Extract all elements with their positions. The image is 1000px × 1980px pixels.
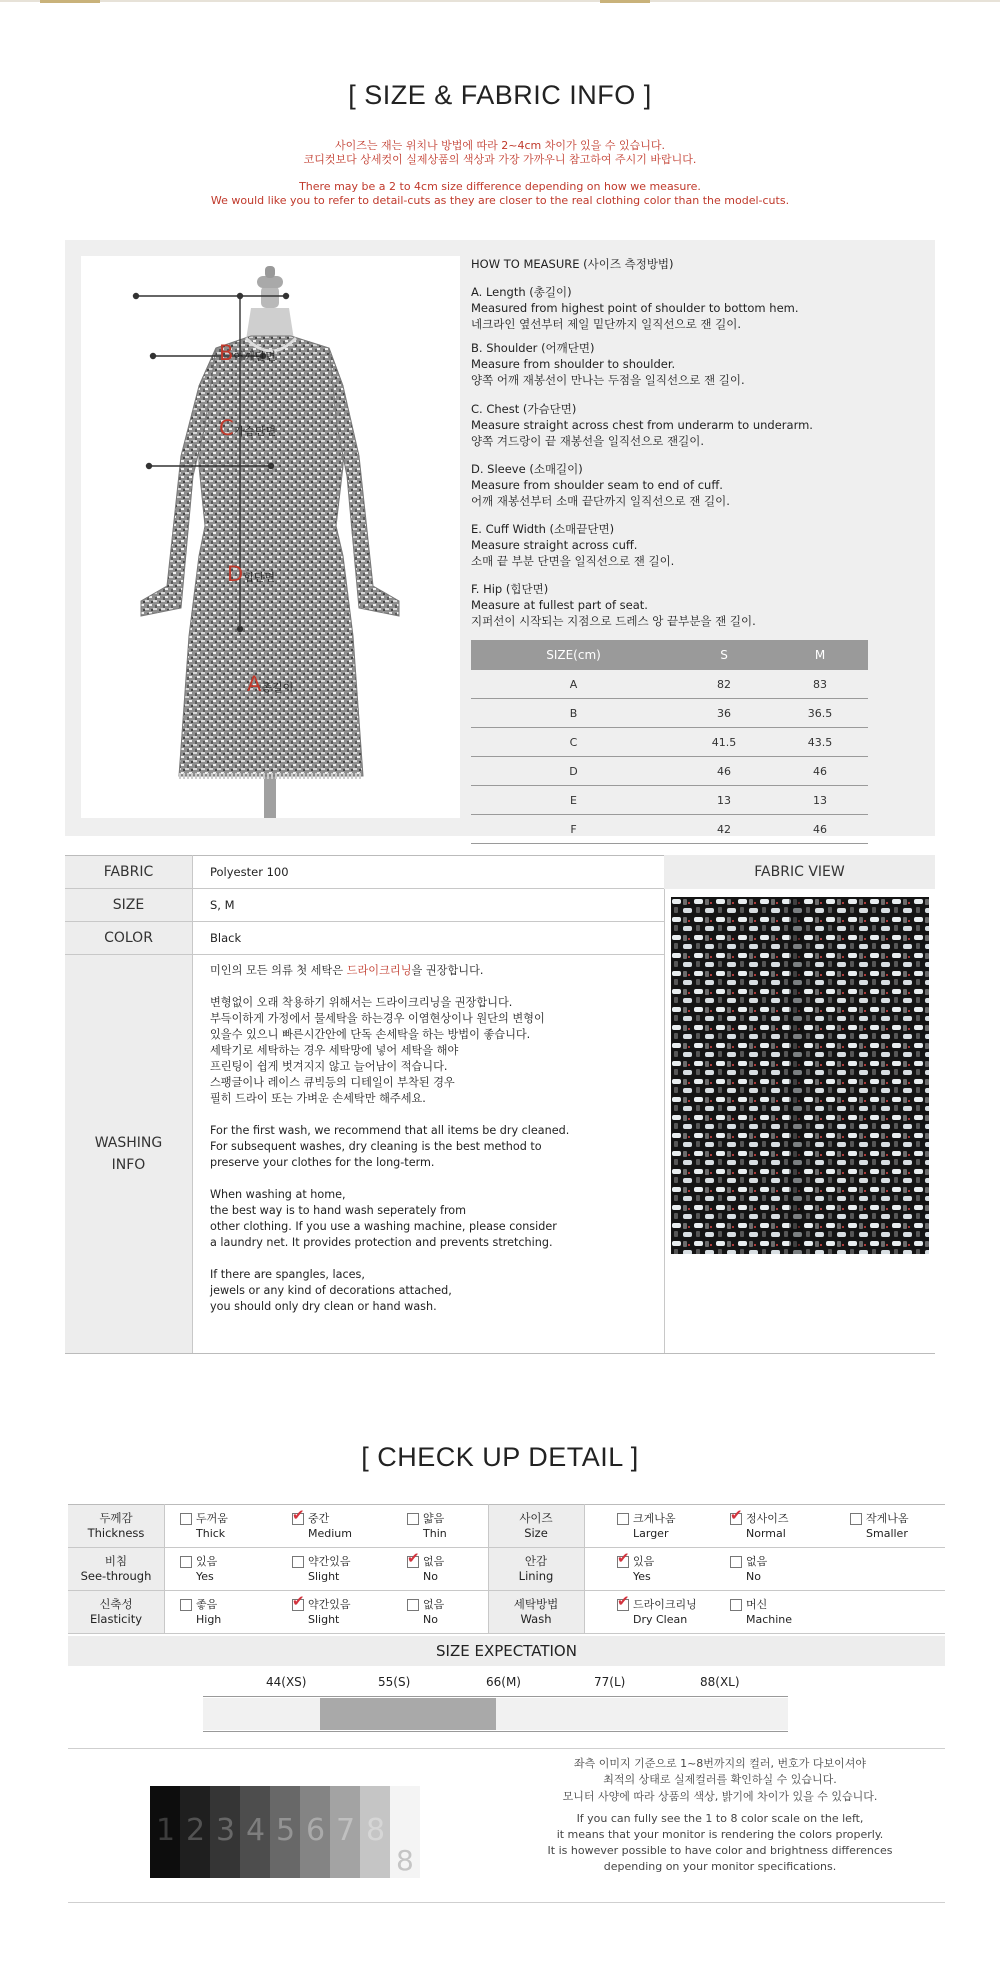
diagram-label-b: B어깨단면 [219, 341, 276, 365]
table-cell: F [471, 815, 676, 844]
diagram-label-d: D힙단면 [227, 562, 276, 586]
option-see-through-yes[interactable]: 있음 Yes [196, 1554, 217, 1584]
fabric-view-label: FABRIC VIEW [664, 855, 935, 889]
lining-label: 안감 Lining [488, 1548, 584, 1590]
size-expectation-range [320, 1698, 496, 1730]
option-dry-clean[interactable]: ✔ 드라이크리닝 Dry Clean [617, 1592, 697, 1626]
option-larger[interactable]: 크게나옴 Larger [633, 1511, 676, 1541]
size-table-header: M [772, 640, 868, 670]
option-lining-no[interactable]: 없음 No [746, 1554, 767, 1584]
size-label-44: 44(XS) [266, 1675, 307, 1689]
color-scale-number: 1 [156, 1813, 176, 1848]
color-label: COLOR [65, 922, 192, 954]
size-fabric-title: [ SIZE & FABRIC INFO ] [348, 80, 652, 110]
table-row [471, 757, 868, 786]
table-row [471, 815, 868, 844]
color-scale-number: 7 [336, 1813, 356, 1848]
color-scale-number: 5 [276, 1813, 296, 1848]
size-label-55: 55(S) [378, 1675, 411, 1689]
table-cell: 36.5 [772, 699, 868, 728]
table-row [471, 786, 868, 815]
table-cell: 46 [772, 757, 868, 786]
fabric-value: Polyester 100 [210, 865, 289, 879]
option-thin[interactable]: 얇음 Thin [423, 1511, 447, 1541]
diagram-label-a: A총길이 [247, 672, 294, 696]
option-see-through-no[interactable]: ✔ 없음 No [407, 1549, 445, 1583]
table-cell: 46 [772, 815, 868, 844]
thickness-label: 두께감 Thickness [68, 1505, 164, 1547]
check-row-thickness-size [68, 1505, 945, 1548]
color-scale-number: 3 [216, 1813, 236, 1848]
fabric-swatch [671, 897, 929, 1254]
measure-item-f: F. Hip (힙단면) Measure at fullest part of seat. 지퍼선이 시작되는 지점으로 드레스 앙 끝부분을 잰 길이. [471, 582, 756, 628]
wash-label: 세탁방법 Wash [488, 1591, 584, 1633]
option-normal[interactable]: ✔ 정사이즈 Normal [730, 1506, 789, 1540]
table-cell: 13 [676, 786, 772, 815]
measure-item-e: E. Cuff Width (소매끝단면) Measure straight across cuff. 소매 끝 부분 단면을 일직선으로 잰 길이. [471, 522, 675, 568]
table-cell: C [471, 728, 676, 757]
size-table [471, 640, 868, 844]
table-cell: 36 [676, 699, 772, 728]
size-table-header: S [676, 640, 772, 670]
fabric-label: FABRIC [65, 856, 192, 888]
color-value: Black [210, 931, 242, 945]
table-cell: 42 [676, 815, 772, 844]
size-expectation-title: SIZE EXPECTATION [68, 1636, 945, 1666]
size-label-66: 66(M) [486, 1675, 521, 1689]
option-elasticity-high[interactable]: 좋음 High [196, 1597, 221, 1627]
washing-label: WASHING INFO [65, 955, 192, 1353]
color-scale-ko-1: 좌측 이미지 기준으로 1~8번까지의 컬러, 번호가 다보이셔야 [573, 1757, 867, 1770]
bottom-divider [68, 1902, 945, 1903]
color-scale-number-shadow: 8 [396, 1844, 414, 1877]
table-cell: 46 [676, 757, 772, 786]
size-label-88: 88(XL) [700, 1675, 740, 1689]
table-cell: 83 [772, 670, 868, 699]
option-elasticity-slight[interactable]: ✔ 약간있음 Slight [292, 1592, 351, 1626]
size-label: SIZE [65, 889, 192, 921]
option-see-through-slight[interactable]: 약간있음 Slight [308, 1554, 351, 1584]
table-row [471, 728, 868, 757]
section-divider [68, 1748, 945, 1749]
size-fit-label: 사이즈 Size [488, 1505, 584, 1547]
check-row-seethrough-lining [68, 1548, 945, 1591]
color-scale-number: 8 [366, 1813, 386, 1848]
color-scale-number: 6 [306, 1813, 326, 1848]
size-note-en-2: We would like you to refer to detail-cuts as they are closer to the real clothing color than the model-cuts. [210, 194, 790, 207]
size-expectation-track [203, 1698, 788, 1730]
option-machine[interactable]: 머신 Machine [746, 1597, 792, 1627]
table-cell: B [471, 699, 676, 728]
color-scale-en-warning-2: depending on your monitor specifications. [603, 1860, 837, 1873]
color-scale-ko-2: 최적의 상태로 실제컬러를 확인하실 수 있습니다. [603, 1773, 837, 1786]
table-row [471, 670, 868, 699]
check-row-elasticity-wash [68, 1591, 945, 1634]
see-through-label: 비침 See-through [68, 1548, 164, 1590]
size-note-ko-1: 사이즈는 재는 위치나 방법에 따라 2~4cm 차이가 있을 수 있습니다. [335, 139, 665, 152]
measure-item-d: D. Sleeve (소매길이) Measure from shoulder seam to end of cuff. 어깨 재봉선부터 소매 끝단까지 일직선으로 잰 길이. [471, 462, 730, 508]
diagram-label-c: C가슴단면 [219, 416, 277, 440]
size-track-top [203, 1696, 788, 1697]
color-scale-en-warning-1: It is however possible to have color and brightness differences [547, 1844, 893, 1857]
top-accent-mid [600, 0, 650, 3]
how-to-measure-heading: HOW TO MEASURE (사이즈 측정방법) [471, 257, 674, 271]
measure-item-a: A. Length (총길이) Measured from highest point of shoulder to bottom hem. 네크라인 옆선부터 제일 밑단까지 일직선으로 잰 길이. [471, 285, 799, 331]
size-track-bottom [203, 1731, 788, 1732]
table-row [471, 699, 868, 728]
table-cell: 43.5 [772, 728, 868, 757]
option-smaller[interactable]: 작게나옴 Smaller [866, 1511, 909, 1541]
option-elasticity-no[interactable]: 없음 No [423, 1597, 444, 1627]
table-cell: E [471, 786, 676, 815]
color-scale-ko-warning: 모니터 사양에 따라 상품의 색상, 밝기에 차이가 있을 수 있습니다. [562, 1790, 878, 1803]
top-divider [0, 0, 1000, 2]
table-cell: A [471, 670, 676, 699]
option-lining-yes[interactable]: ✔ 있음 Yes [617, 1549, 655, 1583]
color-scale-en-2: it means that your monitor is rendering the colors properly. [556, 1828, 884, 1841]
option-medium[interactable]: ✔ 중간 Medium [292, 1506, 352, 1540]
monitor-color-scale [150, 1786, 420, 1878]
size-note-en-1: There may be a 2 to 4cm size difference depending on how we measure. [299, 180, 701, 193]
size-table-header: SIZE(cm) [471, 640, 676, 670]
table-cell: 13 [772, 786, 868, 815]
size-value: S, M [210, 898, 235, 912]
washing-instructions: 미인의 모든 의류 첫 세탁은 드라이크리닝을 권장합니다. 변형없이 오래 착용하기 위해서는 드라이크리닝을 권장합니다. 부득이하게 가정에서 물세탁을 하는경우 이염현상이나 원단의 변형이 있을수 있으니 빠른시간안에 단독 손세탁을 하는 방법이 좋습니다. 세탁기로 세탁하는 경우 세탁망에 넣어 세탁을 해야 프린팅이 쉽게 벗겨지지 않고 늘어남이 적습니다. 스팽글이나 레이스 큐빅등의 디테일이 부착된 경우 필히 드라이 또는 가벼운 손세탁만 해주세요. For the first wash, we recommend that all items be dry cleaned. For subsequent washes, dry cleaning is the best method to preserve your clothes for the long-term. When washing at home, the best way is to hand wash seperately from other clothing. If you use a washing machine, please consider a laundry net. It provides protection and prevents stretching. If there are spangles, laces, jewels or any kind of decorations attached, you should only dry clean or hand wash. [210, 963, 650, 1315]
size-label-77: 77(L) [594, 1675, 626, 1689]
table-cell: 41.5 [676, 728, 772, 757]
table-cell: 82 [676, 670, 772, 699]
size-note-ko-2: 코디컷보다 상세컷이 실제상품의 색상과 가장 가까우니 참고하여 주시기 바랍니다. [303, 153, 697, 166]
fabric-info-table [65, 855, 935, 1355]
table-cell: D [471, 757, 676, 786]
option-thick[interactable]: 두꺼움 Thick [196, 1511, 228, 1541]
color-scale-number: 4 [246, 1813, 266, 1848]
color-scale-number: 2 [186, 1813, 206, 1848]
measure-item-b: B. Shoulder (어깨단면) Measure from shoulder to shoulder. 양쪽 어깨 재봉선이 만나는 두점을 일직선으로 잰 길이. [471, 341, 745, 387]
color-scale-en-1: If you can fully see the 1 to 8 color scale on the left, [576, 1812, 864, 1825]
elasticity-label: 신축성 Elasticity [68, 1591, 164, 1633]
wash-intro: 미인의 모든 의류 첫 세탁은 드라이크리닝을 권장합니다. [210, 964, 484, 977]
top-accent-left [40, 0, 100, 3]
check-up-title: [ CHECK UP DETAIL ] [361, 1442, 639, 1472]
measure-item-c: C. Chest (가슴단면) Measure straight across chest from underarm to underarm. 양쪽 겨드랑이 끝 재봉선을 일직선으로 잰길이. [471, 402, 813, 448]
